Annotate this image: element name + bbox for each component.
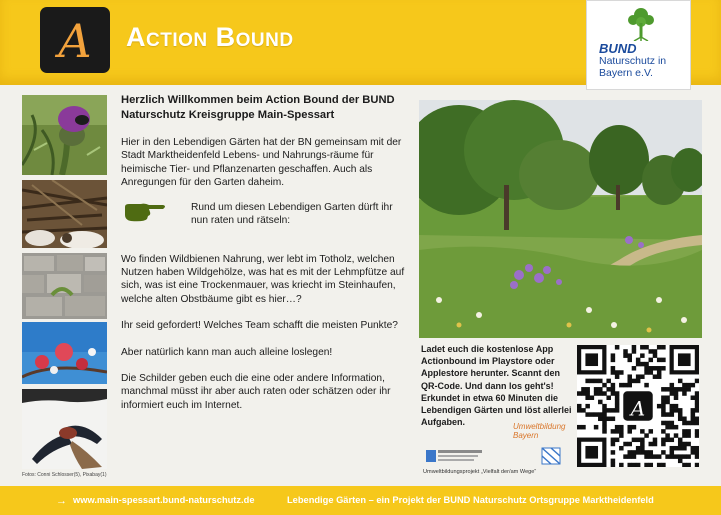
garden-photo	[419, 100, 702, 338]
footer-tagline: Lebendige Gärten – ein Projekt der BUND Naturschutz Ortsgruppe Marktheidenfeld	[287, 495, 654, 505]
app-logo-letter: A	[58, 14, 92, 68]
tree-icon	[627, 7, 655, 41]
qr-code[interactable]	[577, 345, 699, 467]
blossom-photo	[22, 322, 107, 384]
actionbound-app-icon	[40, 7, 110, 73]
pointer-text: Rund um diesen Lebendigen Garten dürft ihr nun raten und rätseln:	[191, 201, 393, 227]
solo-paragraph: Aber natürlich kann man auch alleine loslegen!	[121, 346, 333, 358]
project-footnote: Umweltbildungsprojekt „Vielfalt der/am Wege“	[423, 469, 537, 475]
questions-paragraph: Wo finden Wildbienen Nahrung, wer lebt im Totholz, welchen Nutzen haben Wildgehölze, was hat es mit der Lehmpfütze auf sich, was ist eine Trockenmauer, was kriecht im Steinhaufen, welche alten Obstbäume gibt es hier…?	[121, 253, 405, 305]
bund-logo	[586, 0, 691, 90]
app-download-text: Ladet euch die kostenlose App Actionbound im Playstore oder Applestore herunter. Scannt den QR-Code. Und dann los geht's! Erkundet in etwa 60 Minuten die Lebendigen Gärten und löst allerlei Aufgaben.	[421, 344, 572, 428]
welcome-heading: Herzlich Willkommen beim Action Bound der BUND Naturschutz Kreisgruppe Main-Spessart	[121, 94, 395, 121]
bavaria-crest-icon	[542, 448, 560, 464]
pointer-row	[121, 201, 406, 241]
arrow-right-icon: →	[56, 495, 67, 507]
swallow-photo	[22, 389, 107, 469]
umweltbildung-logo-text: Umweltbildung Bayern	[513, 422, 566, 440]
qr-finder-pattern	[585, 446, 598, 459]
deadwood-photo	[22, 180, 107, 248]
bund-logo-subtitle: Naturschutz in Bayern e.V.	[599, 55, 667, 79]
stone-wall-photo	[22, 253, 107, 319]
footer-band	[0, 486, 721, 515]
sponsor-logos	[424, 446, 574, 466]
signs-paragraph: Die Schilder geben euch die eine oder andere Information, manchmal müsst ihr aber auch raten oder schätzen oder ihr informiert euch im Internet.	[121, 373, 391, 411]
page-title: Action Bound	[126, 22, 294, 52]
challenge-paragraph: Ihr seid gefordert! Welches Team schafft die meisten Punkte?	[121, 320, 398, 332]
qr-finder-pattern	[585, 353, 598, 366]
sponsor-emblem-icon	[426, 450, 482, 462]
intro-paragraph: Hier in den Lebendigen Gärten hat der BN gemeinsam mit der Stadt Marktheidenfeld Lebens- und Nahrungs-räume für heimische Tier- und Pflanzenarten geschaffen. Auch als Anregungen für den Garten daheim.	[121, 137, 402, 189]
umweltbildung-bayern-logo	[513, 422, 569, 440]
bund-logo-name: BUND	[599, 41, 637, 56]
main-text-column	[121, 93, 406, 425]
pointing-hand-icon	[123, 201, 167, 223]
qr-center-logo-letter: A	[630, 396, 646, 421]
website-link[interactable]: www.main-spessart.bund-naturschutz.de	[73, 495, 255, 505]
qr-finder-pattern	[678, 353, 691, 366]
thistle-photo	[22, 95, 107, 175]
photo-credit: Fotos: Conni Schlosser(5), Pixabay(1)	[22, 472, 107, 478]
